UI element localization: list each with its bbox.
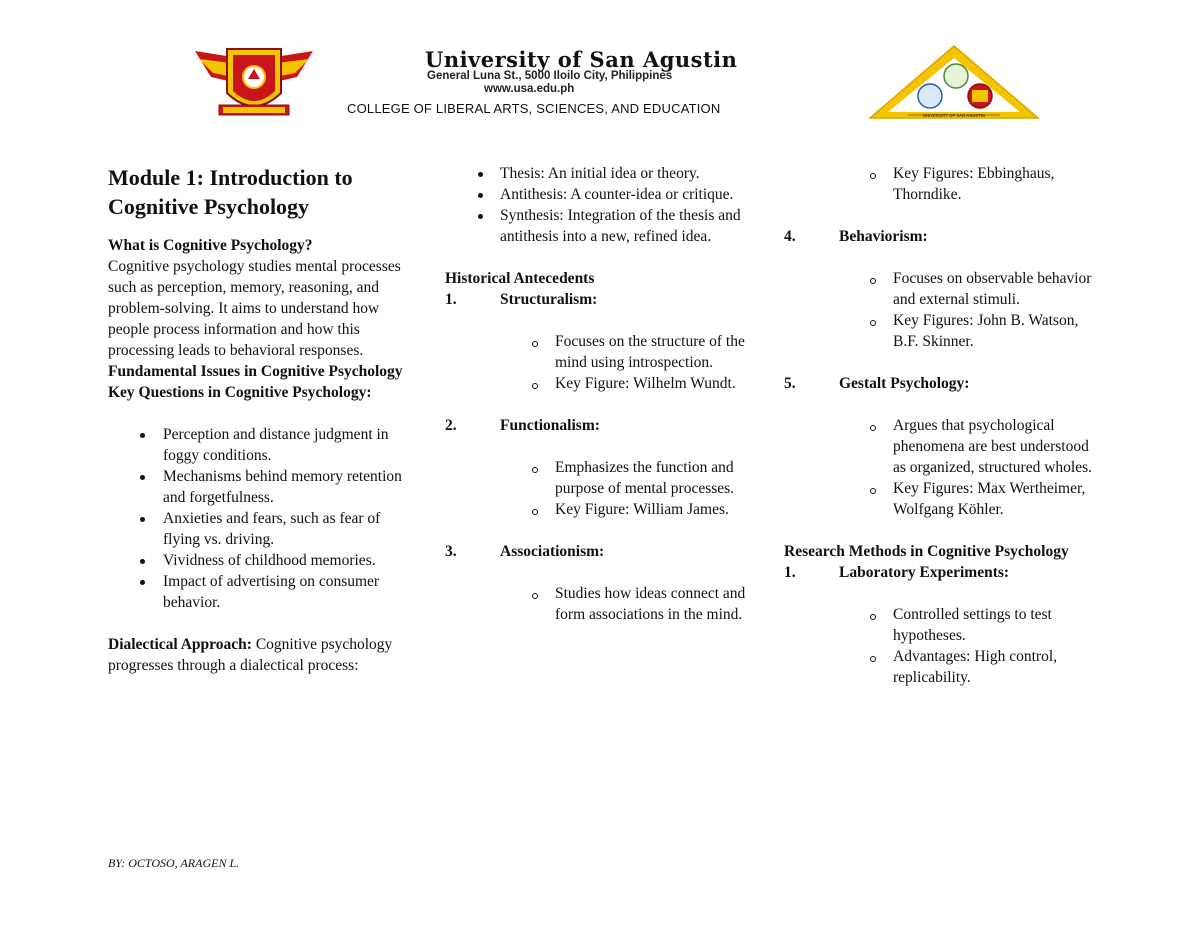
school-name: Gestalt Psychology:: [839, 375, 970, 392]
school-heading: [445, 541, 765, 562]
list-item: Key Figures: John B. Watson, B.F. Skinner.: [784, 310, 1104, 352]
university-name: University of San Agustin: [425, 47, 738, 72]
method-points: [784, 604, 1104, 688]
school-name: Behaviorism:: [839, 228, 928, 245]
school-points: [784, 415, 1104, 520]
item-number: 2.: [445, 417, 457, 434]
list-item: Emphasizes the function and purpose of mental processes.: [445, 457, 765, 499]
list-item: Focuses on the structure of the mind using introspection.: [445, 331, 765, 373]
university-website: www.usa.edu.ph: [484, 83, 575, 95]
school-heading: [445, 415, 765, 436]
column-1: [108, 163, 418, 676]
university-crest-icon: [193, 43, 315, 121]
list-item: Thesis: An initial idea or theory.: [445, 163, 765, 184]
method-name: Laboratory Experiments:: [839, 564, 1010, 581]
list-item: Key Figure: Wilhelm Wundt.: [445, 373, 765, 394]
list-item: Studies how ideas connect and form associations in the mind.: [445, 583, 765, 625]
list-item: Key Figures: Max Wertheimer, Wolfgang Köhler.: [784, 478, 1104, 520]
method-heading: [784, 562, 1104, 583]
school-points: [445, 457, 765, 520]
item-number: 3.: [445, 543, 457, 560]
list-item: Mechanisms behind memory retention and forgetfulness.: [108, 466, 418, 508]
list-item: Impact of advertising on consumer behavior.: [108, 571, 418, 613]
list-item: Key Figures: Ebbinghaus, Thorndike.: [784, 163, 1104, 205]
column-2: [445, 163, 765, 625]
item-number: 5.: [784, 375, 796, 392]
letterhead: [0, 0, 1200, 130]
dialectic-list: [445, 163, 765, 247]
item-number: 1.: [445, 291, 457, 308]
section-heading-what: What is Cognitive Psychology?: [108, 237, 313, 254]
seal-ring-text: UNIVERSITY OF SAN AGUSTIN: [923, 113, 985, 118]
school-points: [784, 268, 1104, 352]
section-heading-research: Research Methods in Cognitive Psychology: [784, 543, 1069, 560]
section-heading-historical: Historical Antecedents: [445, 270, 595, 287]
university-address: General Luna St., 5000 Iloilo City, Philippines: [427, 70, 673, 82]
module-title: Module 1: Introduction to Cognitive Psychology: [108, 165, 353, 219]
list-item: Controlled settings to test hypotheses.: [784, 604, 1104, 646]
author-footer: BY: OCTOSO, ARAGEN L.: [108, 856, 240, 870]
item-number: 4.: [784, 228, 796, 245]
school-name: Associationism:: [500, 543, 605, 560]
school-points: [445, 583, 765, 625]
school-name: Structuralism:: [500, 291, 598, 308]
list-item: Anxieties and fears, such as fear of flying vs. driving.: [108, 508, 418, 550]
school-points: [445, 331, 765, 394]
list-item: Perception and distance judgment in foggy conditions.: [108, 424, 418, 466]
list-item: Vividness of childhood memories.: [108, 550, 418, 571]
school-heading: [784, 226, 1104, 247]
list-item: Antithesis: A counter-idea or critique.: [445, 184, 765, 205]
school-points: [784, 163, 1104, 205]
section-body-what: Cognitive psychology studies mental processes such as perception, memory, reasoning, and problem-solving. It aims to understand how people process information and how this processing leads to behavioral responses.: [108, 258, 401, 359]
college-seals-triangle-icon: [868, 44, 1040, 120]
list-item: Focuses on observable behavior and external stimuli.: [784, 268, 1104, 310]
list-item: Synthesis: Integration of the thesis and antithesis into a new, refined idea.: [445, 205, 765, 247]
school-heading: [445, 289, 765, 310]
school-name: Functionalism:: [500, 417, 600, 434]
column-3: [784, 163, 1104, 688]
dialectical-paragraph: [108, 634, 418, 676]
school-heading: [784, 373, 1104, 394]
dialectical-body: Cognitive psychology progresses through a dialectical process:: [108, 636, 393, 674]
item-number: 1.: [784, 564, 796, 581]
key-questions-list: [108, 424, 418, 613]
list-item: Advantages: High control, replicability.: [784, 646, 1104, 688]
section-heading-key-questions: Key Questions in Cognitive Psychology:: [108, 384, 372, 401]
section-heading-fundamental: Fundamental Issues in Cognitive Psychology: [108, 363, 403, 380]
list-item: Argues that psychological phenomena are best understood as organized, structured wholes.: [784, 415, 1104, 478]
dialectical-label: Dialectical Approach:: [108, 636, 252, 653]
list-item: Key Figure: William James.: [445, 499, 765, 520]
college-name: COLLEGE OF LIBERAL ARTS, SCIENCES, AND EDUCATION: [347, 101, 721, 116]
